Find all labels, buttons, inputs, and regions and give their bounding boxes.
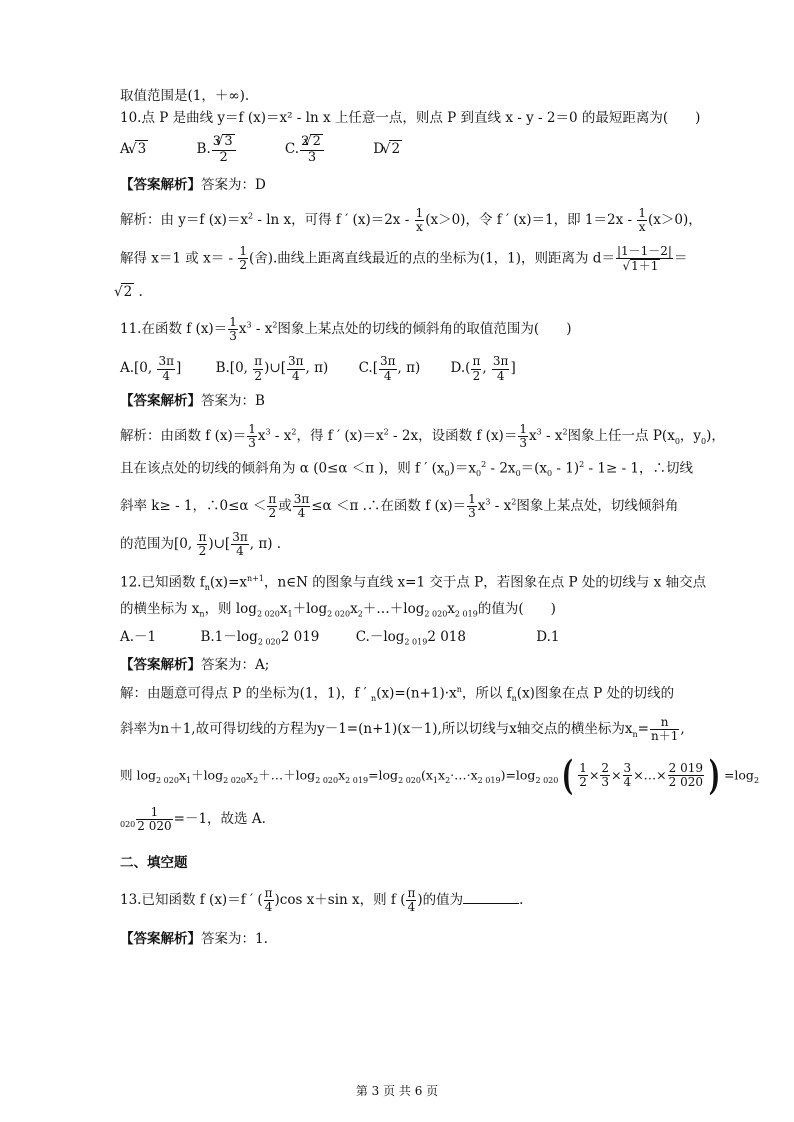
q12-explain-4: $_{020}$ $\frac{1}{2 020}$ =－1，故选 A. xyxy=(120,804,266,833)
q12-choices xyxy=(120,629,734,647)
q11-explain-1: 解析：由函数 f (x)＝ $\frac{1}{3}$ $x^3 - x^2$，得 f ′ $(x)=x^2 - 2x$，设函数 f (x)＝ $\frac{1}{3}$ $x^3 - x^2$图象上任一点 $P(x_0$，$y_0$)， xyxy=(120,422,725,451)
q10-answer-text: 答案为：D xyxy=(201,176,266,193)
q12-explain-3: 则 $\log_{2 020}x_1+\log_{2 020}x_2+\dots+\log_{2 020}x_{2 019}=\log_{2 020}(x_1x_2\cdot\dots\cdot x_{2 019})=\log_{2 020}$( $\frac{1}{2}$ × $\frac{2}{3}$ × $\frac{3}{4}$ ×…× $\frac{2 019}{2 020}$ ) $=\log_2$ xyxy=(120,751,760,799)
section-heading-fill-in: 二、填空题 xyxy=(120,855,188,871)
q12-explain-1: 解：由题意可得点 P 的坐标为(1，1)，f ′ $_n(x)=(n+1)\cdot x^n$，所以 $f_n(x)$图象在点 P 处的切线的 xyxy=(120,685,675,704)
q12-choice-d: D.1 xyxy=(536,629,560,645)
q12-explain-2: 斜率为n＋1,故可得切线的方程为y－1=(n+1)(x－1),所以切线与x轴交点的横坐标为$x_n=$ $\frac{n}{n+1}$ , xyxy=(120,715,685,744)
q10-choice-b: B. $\frac{3√ 3}{2}$ xyxy=(197,134,237,165)
answer-blank[interactable] xyxy=(463,891,519,904)
q12-answer-text: 答案为：A; xyxy=(201,657,270,674)
q11-choice-d: D.( $\frac{\pi}{2}$ , $\frac{3\pi}{4}$ ] xyxy=(450,354,516,383)
q12-choice-c: $C.-\log_{2 019}2$ 018 xyxy=(355,629,466,647)
answer-label: 【答案解析】 xyxy=(120,176,201,193)
q10-explain-1: 解析：由 y＝f $(x)=x^2 - \ln x$，可得 f ′ (x)＝2x - $\frac{1}{x}$ (x＞0)，令 f ′ (x)＝1，即 1＝2x - $\frac{1}{x}$ (x＞0)， xyxy=(120,206,702,235)
q10-answer xyxy=(120,177,734,193)
q10-stem: 10.点 P 是曲线 y＝f (x)＝x² - ln x 上任意一点，则点 P 到直线 x - y - 2＝0 的最短距离为( ) xyxy=(120,110,701,127)
page-footer: 第 3 页 共 6 页 xyxy=(355,1084,439,1098)
q11-choices xyxy=(120,355,734,382)
q11-explain-3: 斜率 k≥ - 1，∴0≤α ＜ $\frac{\pi}{2}$ 或 $\frac{3\pi}{4}$ ≤α ＜π .∴在函数 f (x)＝ $\frac{1}{3}$ $x^3 - x^2$图象上某点处，切线倾斜角 xyxy=(120,492,679,521)
q12-choice-a: A.－1 xyxy=(120,629,157,645)
q11-choice-c: C.[ $\frac{3\pi}{4}$ , π) xyxy=(358,354,421,383)
q11-explain-2: 且在该点处的切线的倾斜角为 α (0≤α ＜π )，则 f ′ $(x_0)=x_0^2 - 2x_0=(x_0 - 1)^2 - 1\ge - 1$，∴切线 xyxy=(120,460,694,479)
q13-answer xyxy=(120,931,734,947)
q11-stem: 11.在函数 f (x)＝ $\frac{1}{3}$ $x^3 - x^2$图象上某点处的切线的倾斜角的取值范围为( ) xyxy=(120,315,572,344)
q11-explain-4: 的范围为[0, $\frac{\pi}{2}$ )∪[ $\frac{3\pi}{4}$ , π) . xyxy=(120,529,282,558)
q13-answer-text: 答案为：1. xyxy=(201,930,268,947)
q11-choice-a: A.[0, $\frac{3\pi}{4}$ ] xyxy=(120,354,182,383)
q11-answer-text: 答案为：B xyxy=(201,392,265,409)
q11-choice-b: B.[0, $\frac{\pi}{2}$ )∪[ $\frac{3\pi}{4}$ , π) xyxy=(215,354,329,383)
q13-stem: 13.已知函数 f (x)＝f ′ ( $\frac{\pi}{4}$ )cos x＋sin x，则 f ( $\frac{\pi}{4}$ )的值为 . xyxy=(120,886,524,915)
answer-label: 【答案解析】 xyxy=(120,392,201,409)
intro-line: 取值范围是(1，＋∞). xyxy=(120,88,250,104)
q12-choice-b: $B.1-\log_{2 020}2$ 019 xyxy=(200,629,320,647)
q10-choice-c: C. $\frac{2√ 2}{3}$ xyxy=(285,134,325,165)
q11-answer xyxy=(120,393,734,409)
q12-answer xyxy=(120,657,734,673)
q12-stem-2: 的横坐标为 $x_n$，则 $\log_{2 020}x_1+\log_{2 020}x_2+\dots+\log_{2 020}x_{2 019}$的值为( ) xyxy=(120,600,556,619)
answer-label: 【答案解析】 xyxy=(120,657,201,674)
q10-explain-3: √ 2 . xyxy=(120,283,734,300)
q12-stem-1: 12.已知函数 $f_n(x)=x^{n+1}$，n∈N 的图象与直线 x=1 交于点 P，若图象在点 P 处的切线与 x 轴交点 xyxy=(120,573,707,593)
q10-choices xyxy=(120,134,734,165)
q10-choice-a: A.√ 3 xyxy=(120,140,148,157)
answer-label: 【答案解析】 xyxy=(120,930,201,947)
q10-explain-2: 解得 x＝1 或 x＝ - $\frac{1}{2}$ (舍).曲线上距离直线最近的点的坐标为(1，1)，则距离为 d＝ |1－1－2| √ 1＋1 ＝ xyxy=(120,245,734,273)
q10-choice-d: D.√ 2 xyxy=(373,140,402,157)
